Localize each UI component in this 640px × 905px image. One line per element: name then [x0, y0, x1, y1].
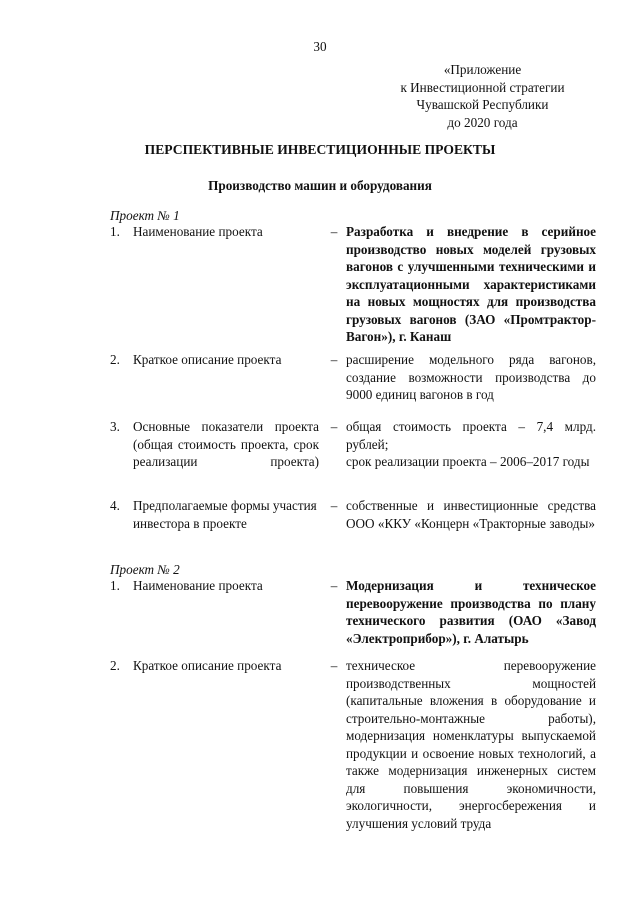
- row-number: 1.: [110, 224, 120, 239]
- row-label: Краткое описание проекта: [133, 352, 282, 367]
- project-2-name: Модернизация и техническое перевооружение производства по плану технического развития (ОАО «Завод «Электроприбор»), г. Алатырь: [346, 578, 596, 646]
- row-number: 3.: [110, 419, 120, 434]
- row-label: Краткое описание проекта: [133, 658, 282, 673]
- row-label: Основные показатели проекта (общая стоимость проекта, срок реализации проекта): [133, 419, 319, 469]
- project-1-investor-forms: собственные и инвестиционные средства ООО «ККУ «Концерн «Тракторные заводы»: [346, 498, 596, 531]
- row-dash: –: [330, 578, 338, 593]
- appendix-line: к Инвестиционной стратегии: [400, 79, 565, 95]
- row-dash: –: [330, 498, 338, 513]
- row-dash: –: [330, 419, 338, 434]
- page-title: ПЕРСПЕКТИВНЫЕ ИНВЕСТИЦИОННЫЕ ПРОЕКТЫ: [144, 142, 496, 157]
- row-dash: –: [330, 352, 338, 367]
- row-label: Наименование проекта: [133, 224, 263, 239]
- row-number: 4.: [110, 498, 120, 513]
- project-1-cost: общая стоимость проекта – 7,4 млрд. рублей;: [346, 419, 596, 452]
- project-1-timeline: срок реализации проекта – 2006–2017 годы: [346, 454, 590, 469]
- row-dash: –: [330, 658, 338, 673]
- appendix-line: Чувашской Республики: [416, 97, 549, 112]
- row-number: 2.: [110, 352, 120, 367]
- row-label: Наименование проекта: [133, 578, 263, 593]
- page-number: 30: [313, 39, 327, 54]
- row-dash: –: [330, 224, 338, 239]
- project-1-label: Проект № 1: [110, 208, 180, 223]
- project-2-label: Проект № 2: [110, 562, 180, 577]
- row-label: Предполагаемые формы участия инвестора в проекте: [133, 498, 317, 531]
- appendix-line: «Приложение: [443, 62, 522, 77]
- appendix-line: до 2020 года: [447, 114, 518, 130]
- project-2-description: техническое перевооружение производственных мощностей (капитальные вложения в оборудование и строительно-монтажные работы), модернизация номенклатуры выпускаемой продукции и освоение новых технологий, а также модернизация инженерных систем для повышения экономичности, экологичности, энергосбережения и улучшения условий труда: [346, 658, 596, 831]
- row-number: 2.: [110, 658, 120, 673]
- project-1-description: расширение модельного ряда вагонов, создание возможности производства до 9000 единиц вагонов в год: [346, 352, 596, 402]
- section-title: Производство машин и оборудования: [208, 178, 432, 193]
- appendix-note: [380, 61, 585, 131]
- project-1-name: Разработка и внедрение в серийное производство новых моделей грузовых вагонов с улучшенными техническими и эксплуатационными характеристиками на новых мощностях для производства грузовых вагонов (ЗАО «Промтрактор-Вагон»), г. Канаш: [346, 224, 596, 344]
- row-number: 1.: [110, 578, 120, 593]
